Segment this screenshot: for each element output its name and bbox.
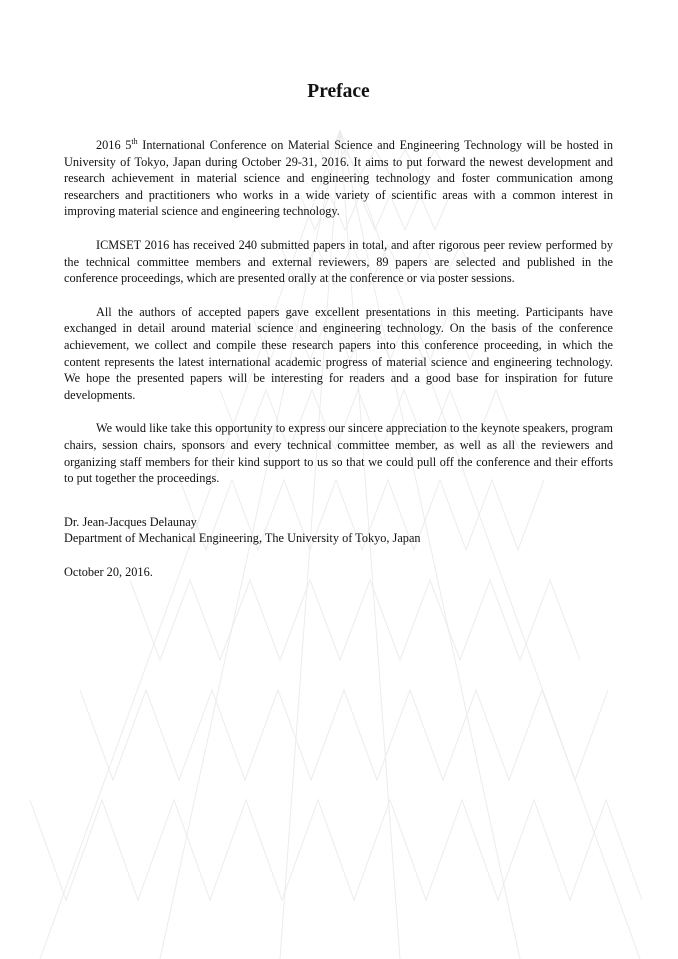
signature-affiliation: Department of Mechanical Engineering, The University of Tokyo, Japan (64, 531, 421, 546)
preface-content (64, 80, 613, 580)
signature-name: Dr. Jean-Jacques Delaunay (64, 514, 197, 529)
paragraph-3: All the authors of accepted papers gave excellent presentations in this meeting. Participants have exchanged in detail around material science and engineering technology. On the basis of the conference achievement, we collect and compile these research papers into this conference proceeding, in which the content represents the latest international academic progress of material science and engineering technology. We hope the presented papers will be interesting for readers and a good base for inspiration for future developments. (64, 304, 613, 402)
paragraph-4: We would like take this opportunity to express our sincere appreciation to the keynote speakers, program chairs, session chairs, sponsors and every technical committee member, as well as all the reviewers and organizing staff members for their kind support to us so that we could pull off the conference and their efforts to put together the proceedings. (64, 421, 613, 486)
paragraph-2: ICMSET 2016 has received 240 submitted papers in total, and after rigorous peer review performed by the technical committee members and external reviewers, 89 papers are selected and published in the conference proceedings, which are presented orally at the conference or via poster sessions. (64, 237, 613, 286)
paragraph-1-lead: 2016 5 (96, 138, 132, 152)
preface-date: October 20, 2016. (64, 564, 153, 579)
page-title: Preface (307, 81, 370, 102)
paragraph-1-rest: International Conference on Material Science and Engineering Technology will be hosted in University of Tokyo, Japan during October 29-31, 2016. It aims to put forward the newest development and research achievement in material science and engineering technology and foster communication among researchers and practitioners who works in a wide variety of scientific areas with a common interest in improving material science and engineering technology. (64, 138, 613, 219)
ordinal-suffix: th (131, 137, 138, 146)
signature-block (64, 514, 613, 547)
paragraph-1 (64, 137, 613, 220)
